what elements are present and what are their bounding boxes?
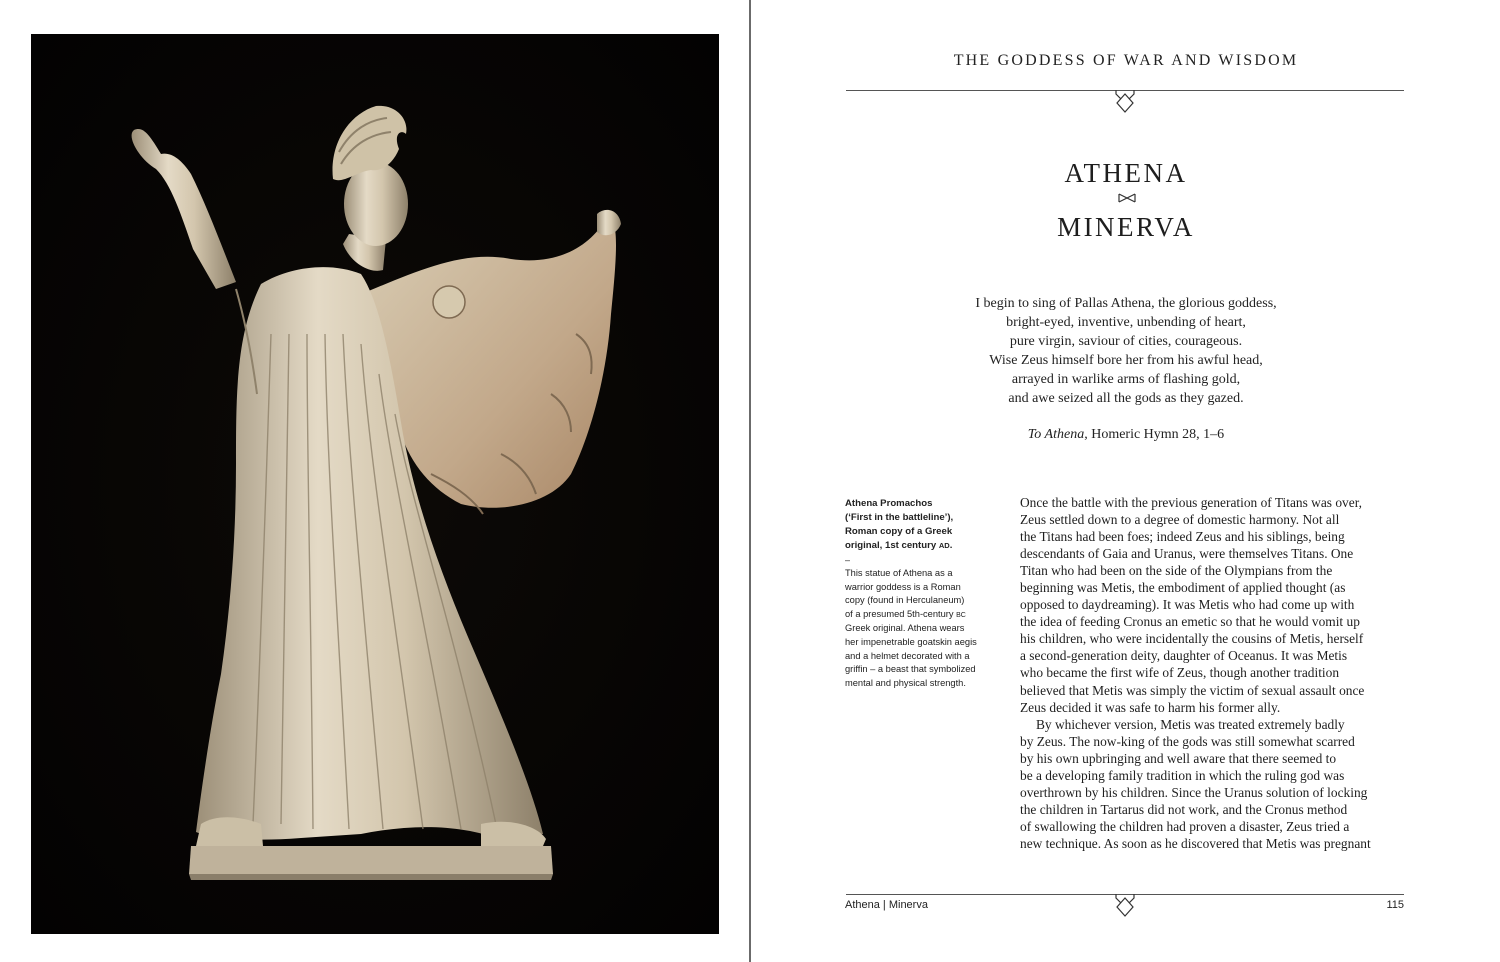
chapter-title-greek: ATHENA	[1064, 158, 1188, 188]
hymn-verse	[901, 294, 1351, 408]
verse-line: pure virgin, saviour of cities, courageous.	[1009, 334, 1243, 349]
verse-line: arrayed in warlike arms of flashing gold,	[1011, 372, 1241, 387]
photo-caption	[845, 497, 995, 690]
verse-line: I begin to sing of Pallas Athena, the glorious goddess,	[975, 296, 1277, 311]
body-line: Zeus settled down to a degree of domestic harmony. Not all	[1020, 512, 1340, 528]
caption-title	[845, 497, 995, 553]
body-line: beginning was Metis, the embodiment of applied thought (as	[1020, 580, 1346, 596]
body-line: the Titans had been foes; indeed Zeus and his siblings, being	[1020, 529, 1345, 545]
body-line: the children in Tartarus did not work, and the Cronus method	[1020, 801, 1348, 817]
body-line: believed that Metis was simply the victim of sexual assault once	[1020, 682, 1365, 698]
verse-citation	[901, 427, 1351, 443]
citation-work: To Athena	[1027, 427, 1085, 442]
caption-title-line: (‘First in the battleline’),	[845, 512, 954, 523]
caption-body-line: her impenetrable goatskin aegis	[845, 636, 977, 647]
body-line: by his own upbringing and well aware that there seemed to	[1020, 750, 1337, 766]
caption-era: AD	[938, 541, 950, 550]
verse-line: Wise Zeus himself bore her from his awful head,	[989, 353, 1263, 368]
statue-illustration	[31, 34, 719, 934]
caption-body-line: and a helmet decorated with a	[845, 650, 970, 661]
caption-title-line: Roman copy of a Greek	[845, 526, 953, 537]
citation-source: , Homeric Hymn 28, 1–6	[1084, 427, 1225, 442]
caption-body-line: This statue of Athena as a	[845, 568, 953, 578]
body-line: descendants of Gaia and Uranus, were themselves Titans. One	[1020, 546, 1354, 562]
caption-dash: –	[845, 555, 851, 565]
running-head: THE GODDESS OF WAR AND WISDOM	[953, 52, 1299, 69]
caption-body-line: mental and physical strength.	[845, 677, 966, 688]
body-line: his children, who were incidentally the cousins of Metis, herself	[1020, 631, 1364, 647]
caption-title-end: .	[949, 540, 953, 551]
body-line: By whichever version, Metis was treated extremely badly	[1036, 716, 1345, 732]
caption-title-line: original, 1st century	[845, 540, 939, 551]
caption-body-line: copy (found in Herculaneum)	[845, 595, 965, 606]
body-line: be a developing family tradition in which the ruling god was	[1020, 767, 1345, 783]
right-page	[751, 0, 1500, 962]
diamond-ornament-icon	[1115, 90, 1135, 116]
caption-body-line: griffin – a beast that symbolized	[845, 664, 976, 675]
caption-body-line: Greek original. Athena wears	[845, 623, 965, 634]
chapter-title-roman: MINERVA	[1057, 212, 1195, 242]
caption-era: BC	[956, 611, 966, 619]
caption-body-line: of a presumed 5th-century	[845, 608, 957, 619]
body-line: who became the first wife of Zeus, though another tradition	[1020, 665, 1340, 681]
body-line: Zeus decided it was safe to harm his former ally.	[1020, 699, 1281, 715]
athena-statue-photo	[31, 34, 719, 934]
diamond-ornament-icon	[1115, 894, 1135, 920]
body-line: the idea of feeding Cronus an emetic so that he would vomit up	[1020, 614, 1360, 630]
body-line: by Zeus. The now-king of the gods was still somewhat scarred	[1020, 733, 1355, 749]
body-line: new technique. As soon as he discovered that Metis was pregnant	[1020, 835, 1371, 851]
verse-line: and awe seized all the gods as they gazed.	[1008, 391, 1244, 406]
body-line: a second-generation deity, daughter of Oceanus. It was Metis	[1020, 648, 1348, 664]
footer-chapter-title: Athena | Minerva	[845, 899, 928, 911]
verse-line: bright-eyed, inventive, unbending of heart,	[1006, 315, 1246, 330]
body-line: Titan who had been on the side of the Olympians from the	[1020, 563, 1333, 579]
page-number: 115	[1386, 899, 1404, 911]
body-line: of swallowing the children had proven a disaster, Zeus tried a	[1020, 818, 1350, 834]
left-page	[0, 0, 749, 962]
body-line: overthrown by his children. Since the Uranus solution of locking	[1020, 784, 1368, 800]
caption-body-line: warrior goddess is a Roman	[845, 581, 961, 592]
body-line: Once the battle with the previous generation of Titans was over,	[1020, 495, 1362, 510]
caption-title-line: Athena Promachos	[845, 498, 933, 509]
body-line: opposed to daydreaming). It was Metis who had come up with	[1020, 597, 1355, 613]
caption-body	[845, 567, 995, 690]
cross-ornament-icon	[1118, 193, 1136, 203]
body-text	[1020, 494, 1408, 852]
